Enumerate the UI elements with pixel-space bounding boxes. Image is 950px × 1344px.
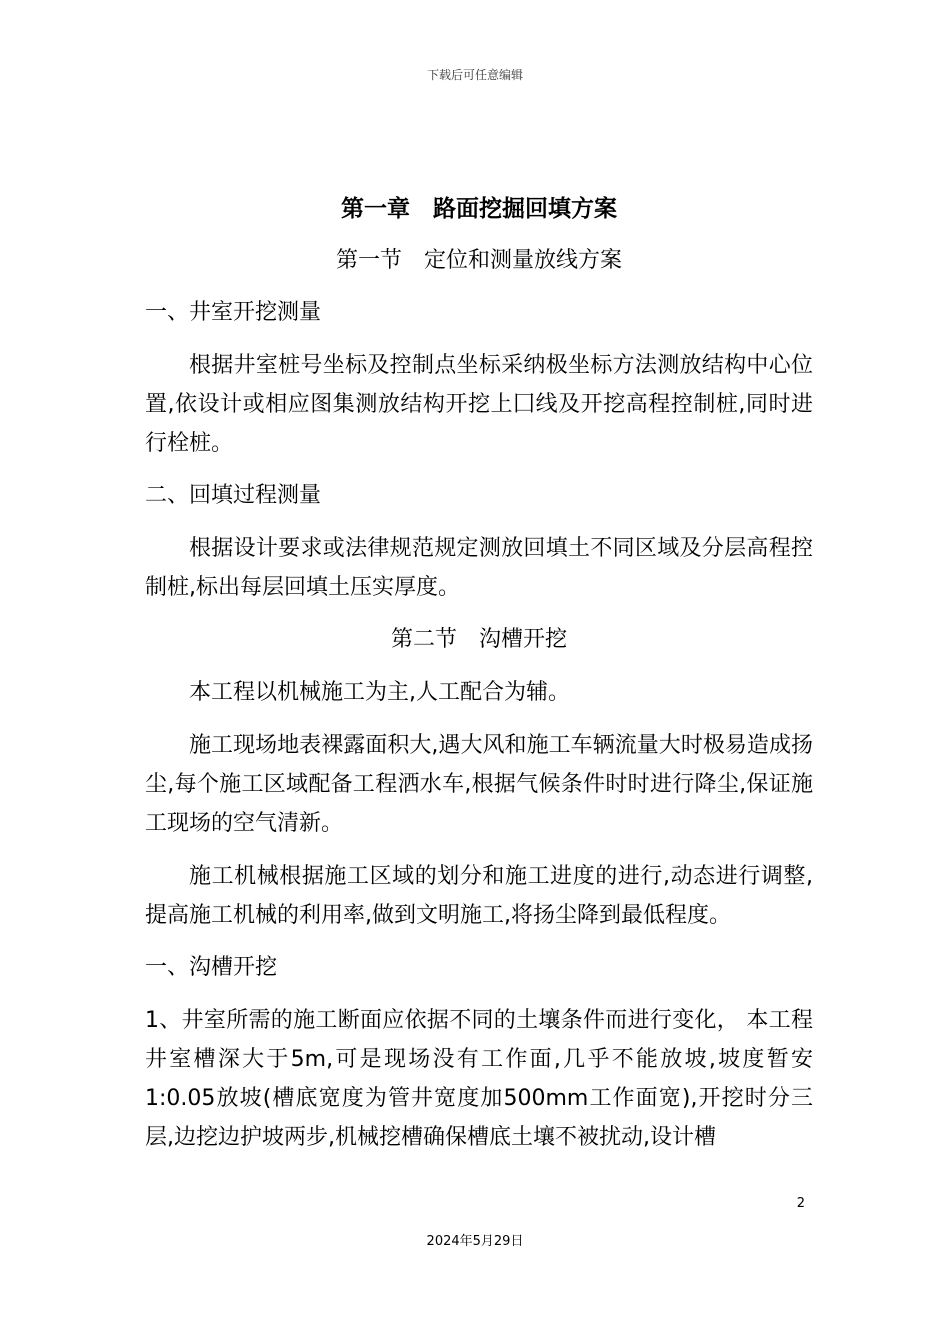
paragraph-dust-control: 施工现场地表裸露面积大,遇大风和施工车辆流量大时极易造成扬尘,每个施工区域配备工程洒水车,根据气候条件时时进行降尘,保证施工现场的空气清新。	[145, 733, 813, 836]
paragraph-machinery-adjustment: 施工机械根据施工区域的划分和施工进度的进行,动态进行调整,提高施工机械的利用率,做到文明施工,将扬尘降到最低程度。	[145, 864, 813, 928]
header-note: 下载后可任意编辑	[426, 68, 523, 82]
paragraph-shaft-survey: 根据井室桩号坐标及控制点坐标采纳极坐标方法测放结构中心位置,依设计或相应图集测放结构开挖上囗线及开挖高程控制桩,同时进行栓桩。	[145, 353, 813, 456]
paragraph-trench-section: 1、井室所需的施工断面应依据不同的土壤条件而进行变化， 本工程井室槽深大于5m,可是现场没有工作面,几乎不能放坡,坡度暂安1:0.05放坡(槽底宽度为管井宽度加500mm工作面宽),开挖时分三层,边挖边护坡两步,机械挖槽确保槽底土壤不被扰动,设计槽	[145, 1008, 813, 1150]
section-title-2: 第二节 沟槽开挖	[390, 627, 567, 652]
section-title-1: 第一节 定位和测量放线方案	[335, 248, 622, 273]
page-number: 2	[796, 1196, 805, 1211]
paragraph-backfill-survey: 根据设计要求或法律规范规定测放回填土不同区域及分层高程控制桩,标出每层回填土压实厚度。	[145, 536, 813, 600]
chapter-title: 第一章 路面挖掘回填方案	[341, 196, 617, 222]
paragraph-machinery: 本工程以机械施工为主,人工配合为辅。	[189, 680, 570, 705]
heading-shaft-excavation-survey: 一、井室开挖测量	[145, 300, 322, 325]
heading-backfill-survey: 二、回填过程测量	[145, 483, 322, 508]
footer-date: 2024年5月29日	[426, 1234, 524, 1249]
document-body	[145, 190, 813, 1171]
heading-trench-excavation: 一、沟槽开挖	[145, 955, 278, 980]
